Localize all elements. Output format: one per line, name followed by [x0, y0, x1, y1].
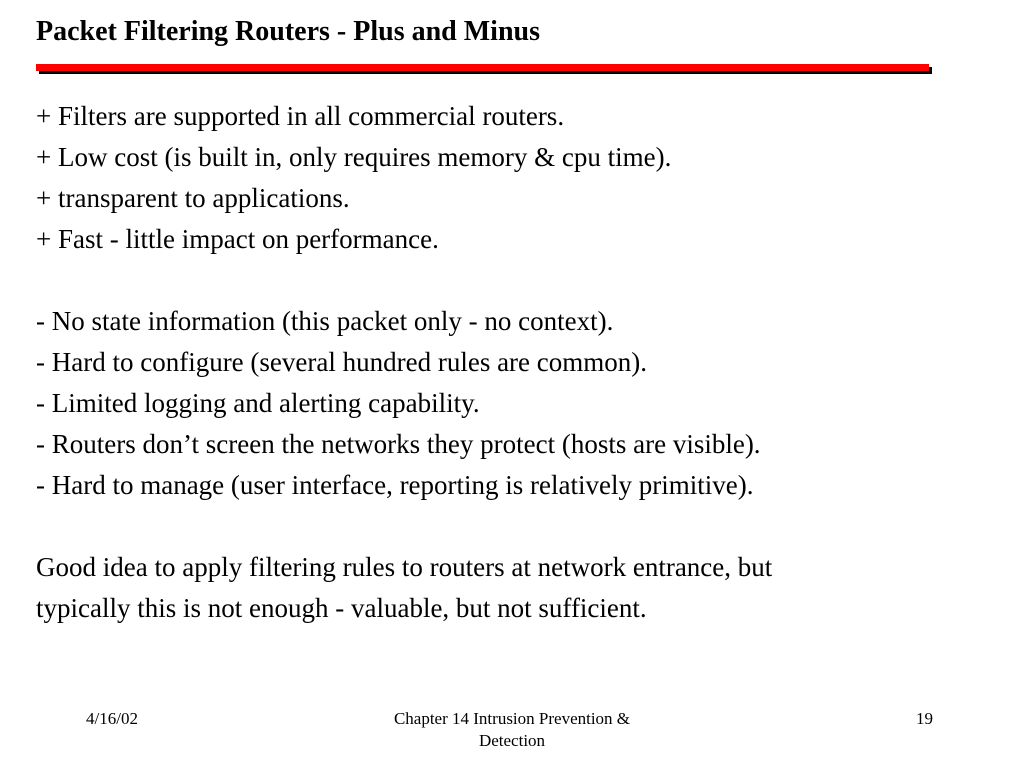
spacer [36, 506, 996, 547]
footer-page-number: 19 [916, 709, 933, 728]
pro-item: + Filters are supported in all commercial routers. [36, 101, 565, 131]
pro-item: + Low cost (is built in, only requires memory & cpu time). [36, 142, 672, 172]
slide-title: Packet Filtering Routers - Plus and Minus [36, 16, 540, 47]
con-item: - Limited logging and alerting capability. [36, 388, 480, 418]
con-item: - No state information (this packet only - no context). [36, 306, 614, 336]
con-item: - Routers don’t screen the networks they protect (hosts are visible). [36, 429, 761, 459]
pro-item: + Fast - little impact on performance. [36, 224, 439, 254]
conclusion-line: typically this is not enough - valuable, but not sufficient. [36, 593, 647, 623]
slide-body [36, 96, 996, 629]
con-item: - Hard to configure (several hundred rules are common). [36, 347, 648, 377]
pro-item: + transparent to applications. [36, 183, 350, 213]
footer-date: 4/16/02 [86, 709, 138, 728]
footer-chapter: Chapter 14 Intrusion Prevention & Detection [393, 709, 631, 750]
title-underline-rule [36, 64, 929, 71]
conclusion-line: Good idea to apply filtering rules to routers at network entrance, but [36, 552, 773, 582]
con-item: - Hard to manage (user interface, reporting is relatively primitive). [36, 470, 754, 500]
spacer [36, 260, 996, 301]
